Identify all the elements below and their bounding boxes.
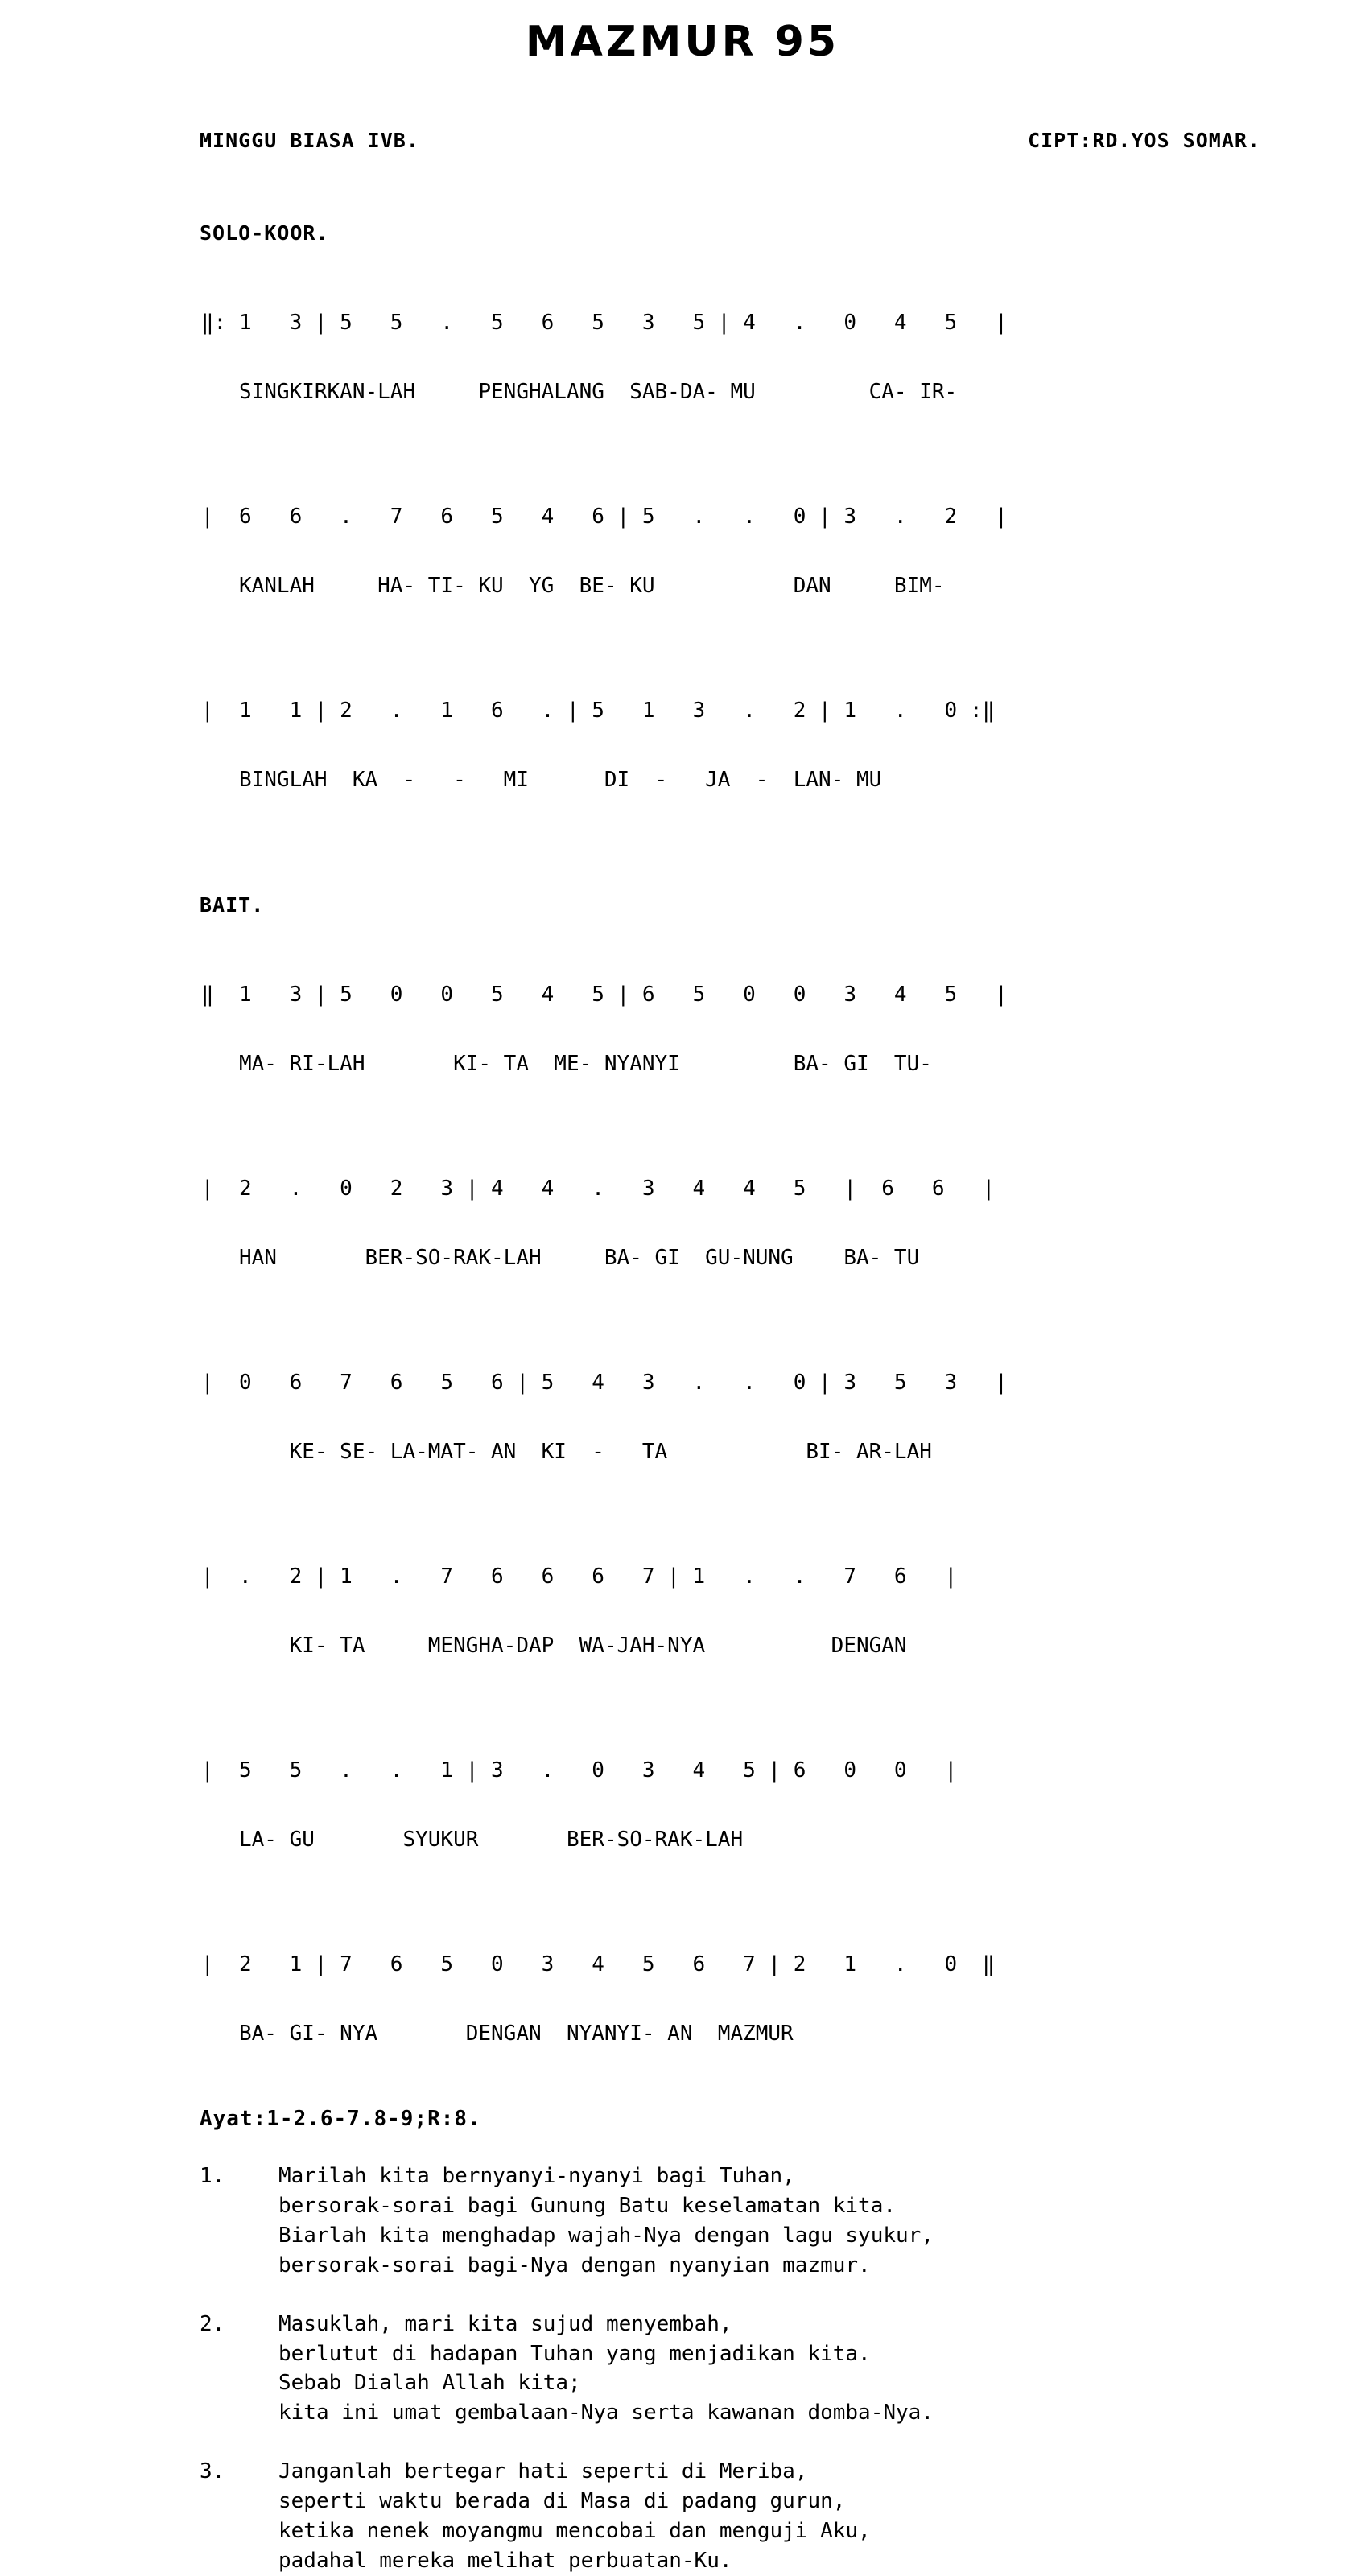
staff-line (201, 267, 1365, 447)
verse-line: Masuklah, mari kita sujud menyembah, (278, 2311, 732, 2336)
verse-line: seperti waktu berada di Masa di padang gurun, (278, 2489, 846, 2514)
staff-line (201, 1909, 1365, 2089)
notation-row: | 0 6 7 6 5 6 | 5 4 3 . . 0 | 3 5 3 | (201, 1370, 1008, 1395)
verse-line: bersorak-sorai bagi-Nya dengan nyanyian mazmur. (278, 2252, 871, 2277)
notation-row: | 2 . 0 2 3 | 4 4 . 3 4 4 5 | 6 6 | (201, 1177, 996, 1201)
lyric-row: BA- GI- NYA DENGAN NYANYI- AN MAZMUR (201, 2022, 794, 2046)
lyric-row: BINGLAH KA - - MI DI - JA - LAN- MU (201, 768, 882, 792)
notation-row: | 2 1 | 7 6 5 0 3 4 5 6 7 | 2 1 . 0 ‖ (201, 1952, 996, 1976)
verse-text (278, 2162, 934, 2281)
verse-text (278, 2310, 934, 2429)
staff-line (201, 939, 1365, 1119)
lyric-row: MA- RI-LAH KI- TA ME- NYANYI BA- GI TU- (201, 1052, 932, 1076)
staff-line (201, 1327, 1365, 1507)
staff-line (201, 1715, 1365, 1895)
section-heading-solo-koor: SOLO-KOOR. (200, 221, 329, 245)
document-page (0, 18, 1365, 2573)
liturgical-occasion: MINGGU BIASA IVB. (200, 129, 419, 152)
verse-line: Janganlah bertegar hati seperti di Meriba, (278, 2459, 808, 2484)
lyric-row: HAN BER-SO-RAK-LAH BA- GI GU-NUNG BA- TU (201, 1246, 920, 1270)
staff-line (201, 461, 1365, 641)
verse-line: bersorak-sorai bagi Gunung Batu keselamatan kita. (278, 2193, 897, 2218)
staff-line (201, 655, 1365, 835)
verse-list (200, 2162, 1365, 2576)
verse-item (200, 2162, 1365, 2281)
page-title: MAZMUR 95 (525, 18, 840, 66)
verse-line: padahal mereka melihat perbuatan-Ku. (278, 2548, 732, 2573)
verse-number: 1. (200, 2164, 225, 2188)
music-notation-bait (201, 939, 1365, 2089)
section-heading-bait: BAIT. (200, 893, 265, 917)
notation-row: ‖ 1 3 | 5 0 0 5 4 5 | 6 5 0 0 3 4 5 | (201, 983, 1008, 1007)
verse-item (200, 2310, 1365, 2429)
verse-line: Sebab Dialah Allah kita; (278, 2371, 581, 2396)
staff-line (201, 1133, 1365, 1313)
notation-row: | . 2 | 1 . 7 6 6 6 7 | 1 . . 7 6 | (201, 1564, 958, 1589)
verse-line: Biarlah kita menghadap wajah-Nya dengan lagu syukur, (278, 2223, 934, 2248)
lyric-row: KI- TA MENGHA-DAP WA-JAH-NYA DENGAN (201, 1634, 907, 1658)
verse-item (200, 2457, 1365, 2576)
notation-row: | 1 1 | 2 . 1 6 . | 5 1 3 . 2 | 1 . 0 :‖ (201, 699, 996, 723)
lyric-row: KE- SE- LA-MAT- AN KI - TA BI- AR-LAH (201, 1440, 932, 1464)
music-notation-solo-koor (201, 267, 1365, 835)
notation-row: ‖: 1 3 | 5 5 . 5 6 5 3 5 | 4 . 0 4 5 | (201, 311, 1008, 335)
verse-reference: Ayat:1-2.6-7.8-9;R:8. (200, 2107, 481, 2131)
lyric-row: KANLAH HA- TI- KU YG BE- KU DAN BIM- (201, 574, 945, 598)
verse-line: Marilah kita bernyanyi-nyanyi bagi Tuhan, (278, 2164, 795, 2188)
verse-number: 2. (200, 2311, 225, 2336)
verse-text (278, 2457, 871, 2576)
composer-credit: CIPT:RD.YOS SOMAR. (1028, 129, 1260, 152)
verse-number: 3. (200, 2459, 225, 2484)
notation-row: | 6 6 . 7 6 5 4 6 | 5 . . 0 | 3 . 2 | (201, 505, 1008, 529)
verse-line: ketika nenek moyangmu mencobai dan menguji Aku, (278, 2519, 871, 2544)
notation-row: | 5 5 . . 1 | 3 . 0 3 4 5 | 6 0 0 | (201, 1758, 958, 1783)
lyric-row: SINGKIRKAN-LAH PENGHALANG SAB-DA- MU CA- IR- (201, 380, 958, 404)
document-meta (200, 129, 1260, 152)
lyric-row: LA- GU SYUKUR BER-SO-RAK-LAH (201, 1828, 744, 1852)
staff-line (201, 1521, 1365, 1701)
verse-line: berlutut di hadapan Tuhan yang menjadikan kita. (278, 2341, 871, 2366)
verse-line: kita ini umat gembalaan-Nya serta kawanan domba-Nya. (278, 2401, 934, 2426)
